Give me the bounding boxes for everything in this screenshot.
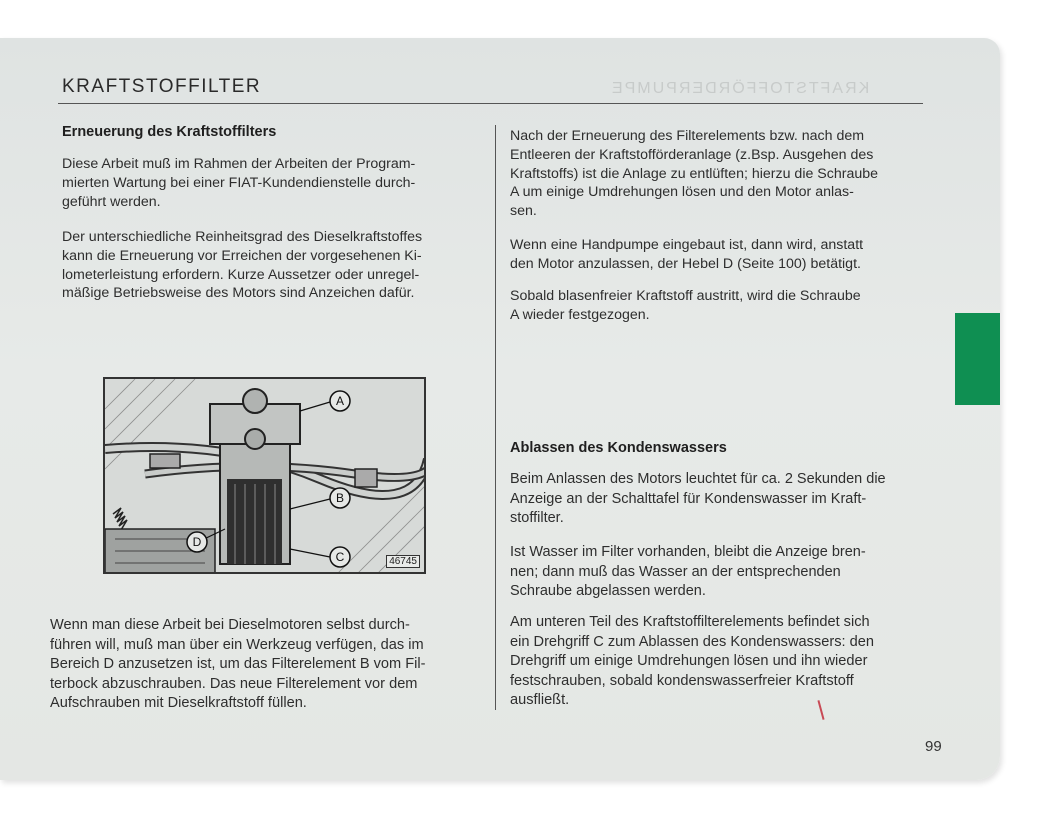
callout-c: C [335,550,345,564]
paragraph-tighten-screw: Sobald blasenfreier Kraftstoff austritt, wird die Schraube A wieder festgezogen. [510,288,861,323]
paragraph-drain-knob: Am unteren Teil des Kraftstoffilterelements befindet sich ein Drehgriff C zum Ablassen des Kondenswassers: den Drehgriff um einige Umdrehungen lösen und ihn wieder festschrauben, sobald kondenswasserfreier Kraftstoff ausfließt. [510,614,874,708]
section-heading-condensate: Ablassen des Kondenswassers [510,440,727,456]
paragraph-self-service: Wenn man diese Arbeit bei Dieselmotoren selbst durch- führen will, muß man über ein Werkzeug verfügen, das im Bereich D anzusetzen ist, um das Filterelement B vom Fil- terbock abzuschrauben. Das neue Filterelement vor dem Aufschrauben mit Dieselkraftstoff füllen. [50,617,426,711]
header-divider [58,103,923,104]
paragraph-indicator: Beim Anlassen des Motors leuchtet für ca. 2 Sekunden die Anzeige an der Schalttafel für Kondenswasser im Kraft- stoffilter. [510,471,886,526]
section-heading-filter-replacement: Erneuerung des Kraftstoffilters [62,124,277,140]
page-title: KRAFTSTOFFILTER [62,76,262,97]
figure-number: 46745 [386,555,420,568]
paragraph-water-present: Ist Wasser im Filter vorhanden, bleibt die Anzeige bren- nen; dann muß das Wasser an der entsprechenden Schraube abgelassen werden. [510,544,866,599]
section-tab-marker [955,313,1000,405]
column-divider [495,125,496,710]
callout-a: A [335,394,345,408]
callout-d: D [192,535,202,549]
paragraph-maintenance: Diese Arbeit muß im Rahmen der Arbeiten der Program- mierten Wartung bei einer FIAT-Kundendienstelle durch- geführt werden. [62,156,416,210]
page-number: 99 [925,738,942,755]
filter-diagram [103,377,426,574]
paragraph-bleeding: Nach der Erneuerung des Filterelements bzw. nach dem Entleeren der Kraftstofförderanlage (z.Bsp. Ausgehen des Kraftstoffs) ist die Anlage zu entlüften; hierzu die Schraube A um einige Umdrehungen lösen und den Motor anlas- sen. [510,128,879,220]
show-through-text: KRAFTSTOFFÖRDERPUMPE [610,80,870,97]
paragraph-hand-pump: Wenn eine Handpumpe eingebaut ist, dann wird, anstatt den Motor anzulassen, der Hebel D (Seite 100) betätigt. [510,237,864,272]
paragraph-fuel-quality: Der unterschiedliche Reinheitsgrad des Dieselkraftstoffes kann die Erneuerung vor Erreichen der vorgesehenen Ki- lometerleistung erfordern. Kurze Aussetzer oder unregel- mäßige Betriebsweise des Motors sind Anzeichen dafür. [62,229,423,302]
engine-illustration [105,379,426,574]
callout-b: B [335,491,345,505]
